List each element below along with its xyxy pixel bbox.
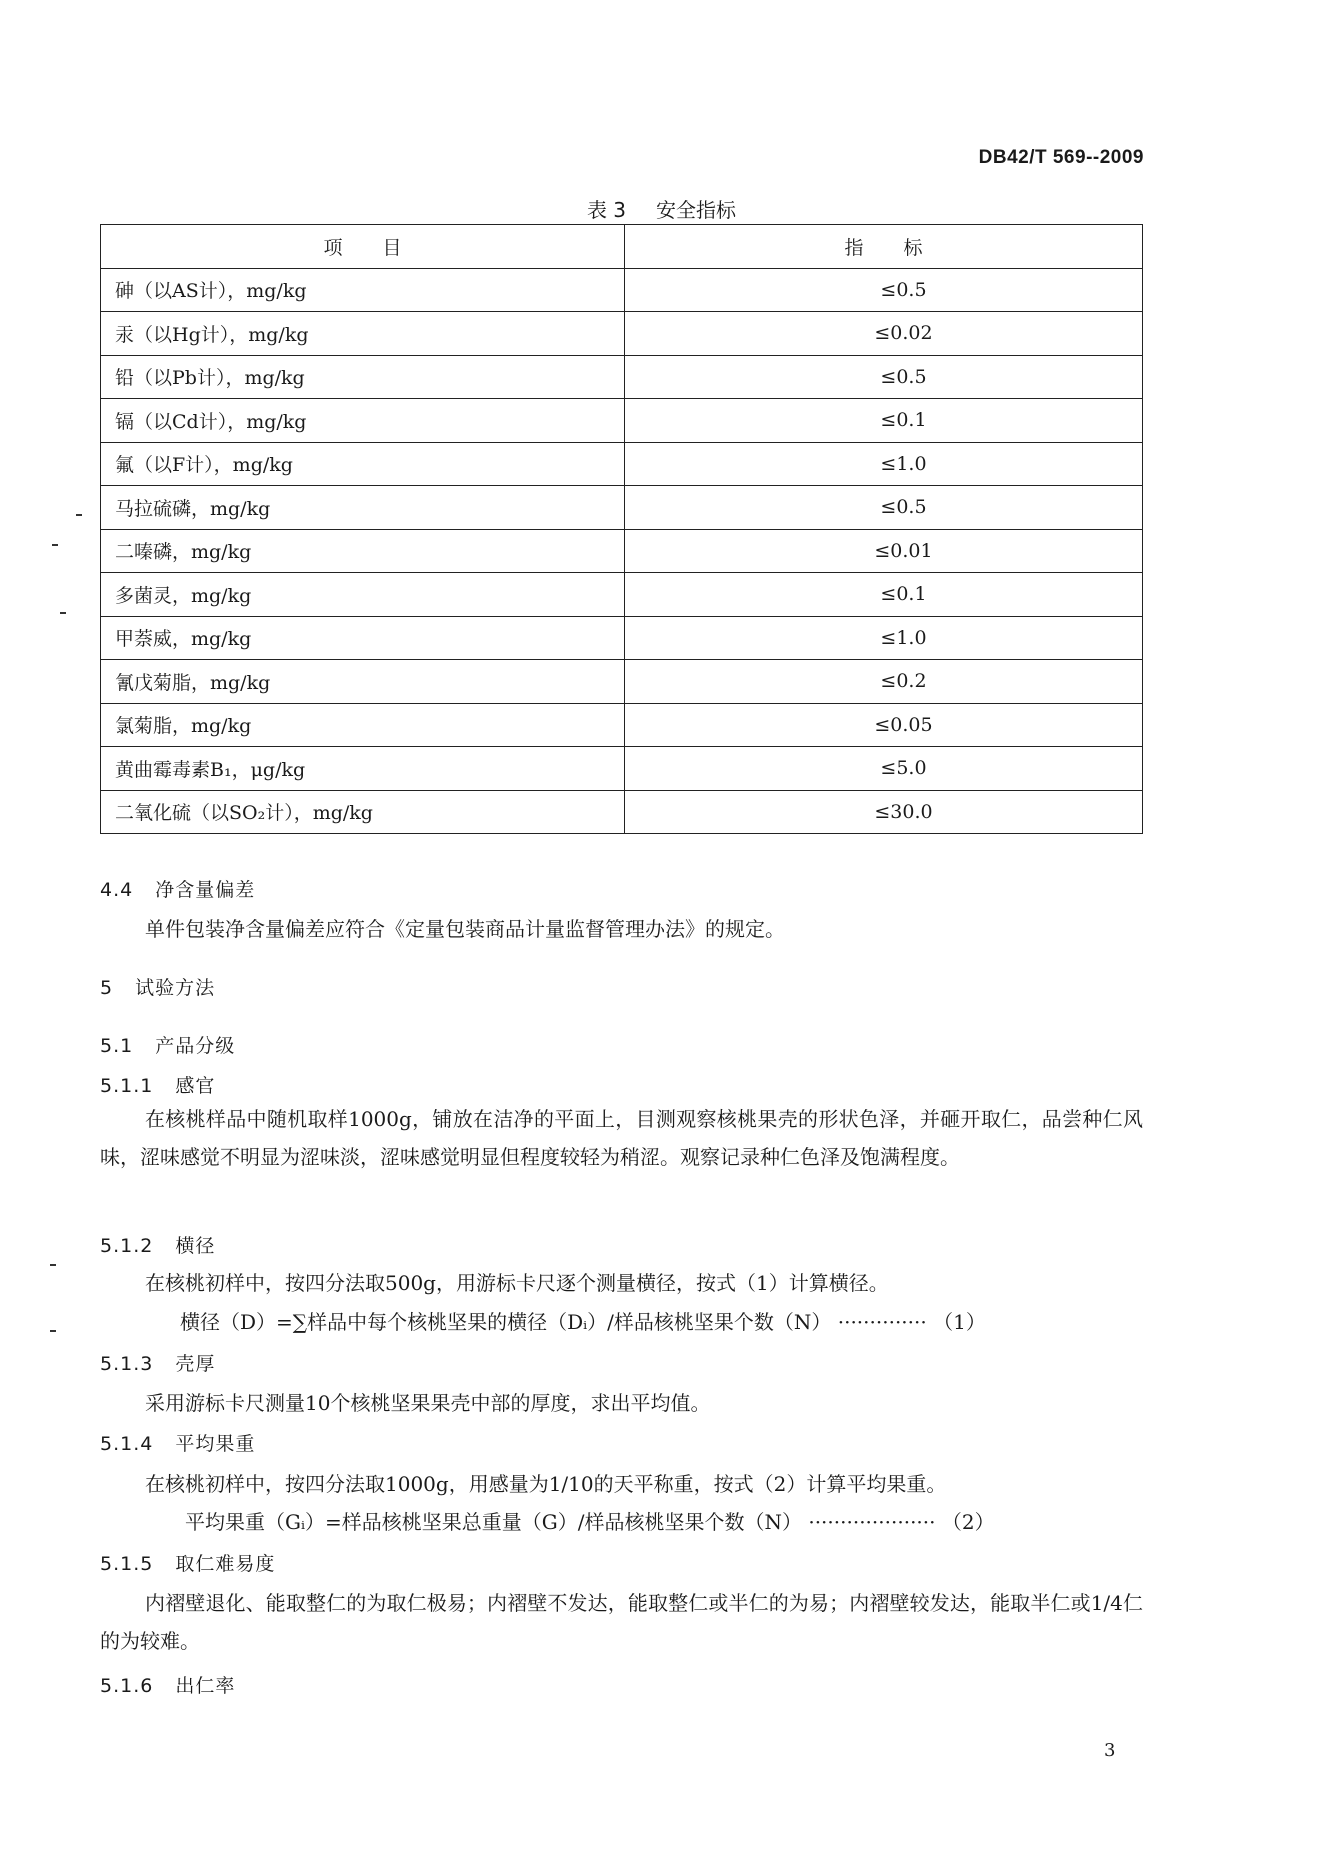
table-caption-title: 安全指标 [656, 198, 737, 222]
section-number: 5.1.5 [100, 1553, 154, 1575]
table-cell-item: 氟（以F计），mg/kg [101, 442, 625, 486]
section-number: 5.1.3 [100, 1353, 154, 1375]
scan-speck [76, 514, 82, 516]
section-5-heading [100, 976, 1143, 1000]
safety-indicator-table [100, 224, 1143, 834]
standard-number: DB42/T 569--2009 [978, 147, 1144, 168]
table-cell-item: 马拉硫磷，mg/kg [101, 486, 625, 530]
column-header-indicator: 指标 [625, 225, 1143, 269]
table-cell-item: 砷（以AS计），mg/kg [101, 268, 625, 312]
section-5-1-4-text: 在核桃初样中，按四分法取1000g，用感量为1/10的天平称重，按式（2）计算平均果重。 [145, 1472, 947, 1496]
section-5-1-5-heading [100, 1552, 1143, 1576]
table-cell-item: 二氧化硫（以SO₂计），mg/kg [101, 790, 625, 834]
table-row [101, 268, 1143, 312]
section-5-1-3-heading [100, 1352, 1143, 1376]
table-cell-value: ≤0.02 [625, 312, 1143, 356]
table-cell-item: 氰戊菊脂，mg/kg [101, 660, 625, 704]
table-row [101, 312, 1143, 356]
section-title: 净含量偏差 [155, 879, 256, 901]
column-header-item: 项目 [101, 225, 625, 269]
table-header-row [101, 225, 1143, 269]
formula-2 [185, 1510, 1105, 1534]
table-row [101, 616, 1143, 660]
section-number: 5.1.1 [100, 1075, 154, 1097]
table-cell-value: ≤0.1 [625, 573, 1143, 617]
table-cell-value: ≤0.1 [625, 399, 1143, 443]
table-row [101, 529, 1143, 573]
table-cell-item: 多菌灵，mg/kg [101, 573, 625, 617]
table-row [101, 486, 1143, 530]
table-caption-number: 表 3 [586, 198, 627, 222]
formula-1-expression: 横径（D）=∑样品中每个核桃坚果的横径（Dᵢ）/样品核桃坚果个数（N） [180, 1310, 832, 1334]
scan-speck [50, 1264, 56, 1266]
table-cell-item: 铅（以Pb计），mg/kg [101, 355, 625, 399]
table-row [101, 660, 1143, 704]
page-number: 3 [1104, 1740, 1116, 1761]
table-cell-value: ≤0.5 [625, 268, 1143, 312]
table-caption [0, 194, 1323, 223]
section-number: 4.4 [100, 879, 134, 901]
formula-2-number: （2） [941, 1510, 995, 1534]
formula-2-dots: ···················· [808, 1510, 936, 1534]
scan-speck [52, 544, 58, 546]
section-4-4-text: 单件包装净含量偏差应符合《定量包装商品计量监督管理办法》的规定。 [145, 917, 785, 941]
scan-speck [50, 1330, 56, 1332]
section-5-1-2-text: 在核桃初样中，按四分法取500g，用游标卡尺逐个测量横径，按式（1）计算横径。 [145, 1271, 889, 1295]
table-cell-item: 氯菊脂，mg/kg [101, 703, 625, 747]
table-row [101, 573, 1143, 617]
table-cell-item: 黄曲霉毒素B₁，μg/kg [101, 747, 625, 791]
section-5-1-4-heading [100, 1432, 1143, 1456]
table-cell-item: 二嗪磷，mg/kg [101, 529, 625, 573]
formula-1 [180, 1310, 1100, 1334]
table-cell-value: ≤0.5 [625, 486, 1143, 530]
table-row [101, 399, 1143, 443]
section-title: 取仁难易度 [175, 1553, 276, 1575]
formula-2-expression: 平均果重（Gᵢ）=样品核桃坚果总重量（G）/样品核桃坚果个数（N） [185, 1510, 802, 1534]
section-5-1-1-text: 在核桃样品中随机取样1000g，铺放在洁净的平面上，目测观察核桃果壳的形状色泽，并砸开取仁，品尝种仁风味，涩味感觉不明显为涩味淡，涩味感觉明显但程度较轻为稍涩。观察记录种仁色泽及饱满程度。 [100, 1107, 1143, 1169]
section-number: 5.1.2 [100, 1235, 154, 1257]
section-4-4-heading [100, 878, 1143, 902]
table-cell-value: ≤0.05 [625, 703, 1143, 747]
table-row [101, 703, 1143, 747]
section-number: 5.1 [100, 1035, 134, 1057]
section-5-1-6-heading [100, 1674, 1143, 1698]
section-title: 产品分级 [155, 1035, 236, 1057]
section-number: 5.1.4 [100, 1433, 154, 1455]
table-cell-value: ≤1.0 [625, 442, 1143, 486]
formula-1-dots: ·············· [837, 1310, 927, 1334]
table-row [101, 442, 1143, 486]
formula-1-number: （1） [933, 1310, 986, 1334]
section-title: 感官 [175, 1075, 216, 1097]
scan-speck [60, 612, 66, 614]
section-5-1-heading [100, 1034, 1143, 1058]
section-5-1-3-text: 采用游标卡尺测量10个核桃坚果果壳中部的厚度，求出平均值。 [145, 1391, 711, 1415]
section-5-1-1-heading [100, 1074, 1143, 1098]
section-title: 壳厚 [175, 1353, 216, 1375]
section-number: 5 [100, 977, 114, 999]
section-5-1-2-heading [100, 1234, 1143, 1258]
section-title: 试验方法 [135, 977, 216, 999]
section-5-1-5-text: 内褶壁退化、能取整仁的为取仁极易；内褶壁不发达，能取整仁或半仁的为易；内褶壁较发达，能取半仁或1/4仁的为较难。 [100, 1591, 1143, 1653]
table-cell-value: ≤30.0 [625, 790, 1143, 834]
table-row [101, 747, 1143, 791]
table-cell-value: ≤1.0 [625, 616, 1143, 660]
table-row [101, 790, 1143, 834]
section-title: 平均果重 [175, 1433, 256, 1455]
table-cell-value: ≤0.01 [625, 529, 1143, 573]
table-cell-item: 甲萘威，mg/kg [101, 616, 625, 660]
table-cell-item: 汞（以Hg计），mg/kg [101, 312, 625, 356]
table-cell-item: 镉（以Cd计），mg/kg [101, 399, 625, 443]
section-number: 5.1.6 [100, 1675, 154, 1697]
table-cell-value: ≤0.5 [625, 355, 1143, 399]
table-cell-value: ≤0.2 [625, 660, 1143, 704]
table-cell-value: ≤5.0 [625, 747, 1143, 791]
table-row [101, 355, 1143, 399]
section-title: 横径 [175, 1235, 216, 1257]
section-title: 出仁率 [175, 1675, 236, 1697]
